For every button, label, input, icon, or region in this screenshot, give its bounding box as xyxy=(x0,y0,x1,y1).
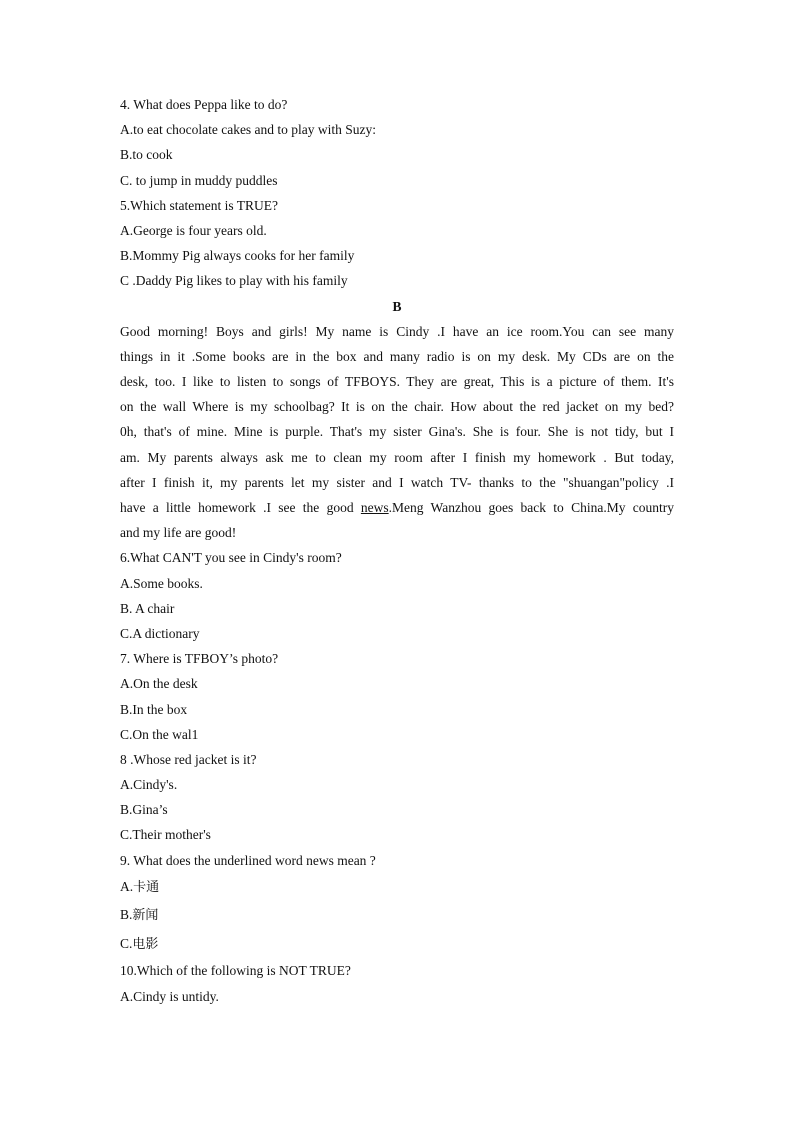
option-6b: B. A chair xyxy=(120,600,175,616)
passage-line xyxy=(120,495,674,520)
section-b-heading: B xyxy=(392,298,402,314)
option-7c: C.On the wal1 xyxy=(120,726,199,742)
option-4a: A.to eat chocolate cakes and to play with Suzy: xyxy=(120,122,377,138)
question-9: 9. What does the underlined word news mean ? xyxy=(120,852,376,868)
underlined-word-news: news xyxy=(360,500,389,515)
option-4c: C. to jump in muddy puddles xyxy=(120,172,278,188)
option-5b: B.Mommy Pig always cooks for her family xyxy=(120,248,355,264)
exam-page xyxy=(120,92,674,1009)
option-6c: C.A dictionary xyxy=(120,625,200,641)
question-10: 10.Which of the following is NOT TRUE? xyxy=(120,963,351,979)
question-5: 5.Which statement is TRUE? xyxy=(120,197,278,213)
option-8c: C.Their mother's xyxy=(120,827,211,843)
option-9a xyxy=(120,873,674,902)
option-5c: C .Daddy Pig likes to play with his family xyxy=(120,273,348,289)
question-7: 7. Where is TFBOY’s photo? xyxy=(120,651,279,667)
passage-line: on the wall Where is my schoolbag? It is on the chair. How about the red jacket on my bed? xyxy=(120,399,674,415)
question-6: 6.What CAN'T you see in Cindy's room? xyxy=(120,550,342,566)
option-prefix: A. xyxy=(120,878,134,894)
option-4b: B.to cook xyxy=(120,147,173,163)
passage-line: things in it .Some books are in the box and many radio is on my desk. My CDs are on the xyxy=(120,348,674,364)
passage-line: after I finish it, my parents let my sister and I watch TV- thanks to the "shuangan"policy .I xyxy=(120,474,674,490)
passage-line: am. My parents always ask me to clean my room after I finish my homework . But today, xyxy=(120,449,674,465)
option-9b xyxy=(120,901,674,930)
option-text: 卡通 xyxy=(133,879,160,895)
question-4: 4. What does Peppa like to do? xyxy=(120,97,288,112)
option-10a: A.Cindy is untidy. xyxy=(120,988,219,1004)
passage-line: and my life are good! xyxy=(120,525,237,541)
passage-line: Good morning! Boys and girls! My name is Cindy .I have an ice room.You can see many xyxy=(120,323,674,339)
option-8b: B.Gina’s xyxy=(120,802,168,818)
passage-line: desk, too. I like to listen to songs of TFBOYS. They are great, This is a picture of them. It's xyxy=(120,374,674,390)
passage-text: have a little homework .I see the good xyxy=(120,500,361,515)
option-7b: B.In the box xyxy=(120,701,188,717)
reading-passage xyxy=(120,319,674,546)
passage-line: 0h, that's of mine. Mine is purple. That's my sister Gina's. She is four. She is not tidy, but I xyxy=(120,424,674,440)
option-6a: A.Some books. xyxy=(120,575,203,591)
option-5a: A.George is four years old. xyxy=(120,222,267,238)
option-text: 新闻 xyxy=(132,908,159,924)
option-prefix: B. xyxy=(120,907,133,923)
question-8: 8 .Whose red jacket is it? xyxy=(120,751,257,767)
option-8a: A.Cindy's. xyxy=(120,777,178,793)
option-7a: A.On the desk xyxy=(120,676,198,692)
passage-text: .Meng Wanzhou goes back to China.My country xyxy=(388,500,674,515)
option-text: 电影 xyxy=(132,936,159,952)
option-9c xyxy=(120,930,674,959)
option-prefix: C. xyxy=(120,935,133,951)
